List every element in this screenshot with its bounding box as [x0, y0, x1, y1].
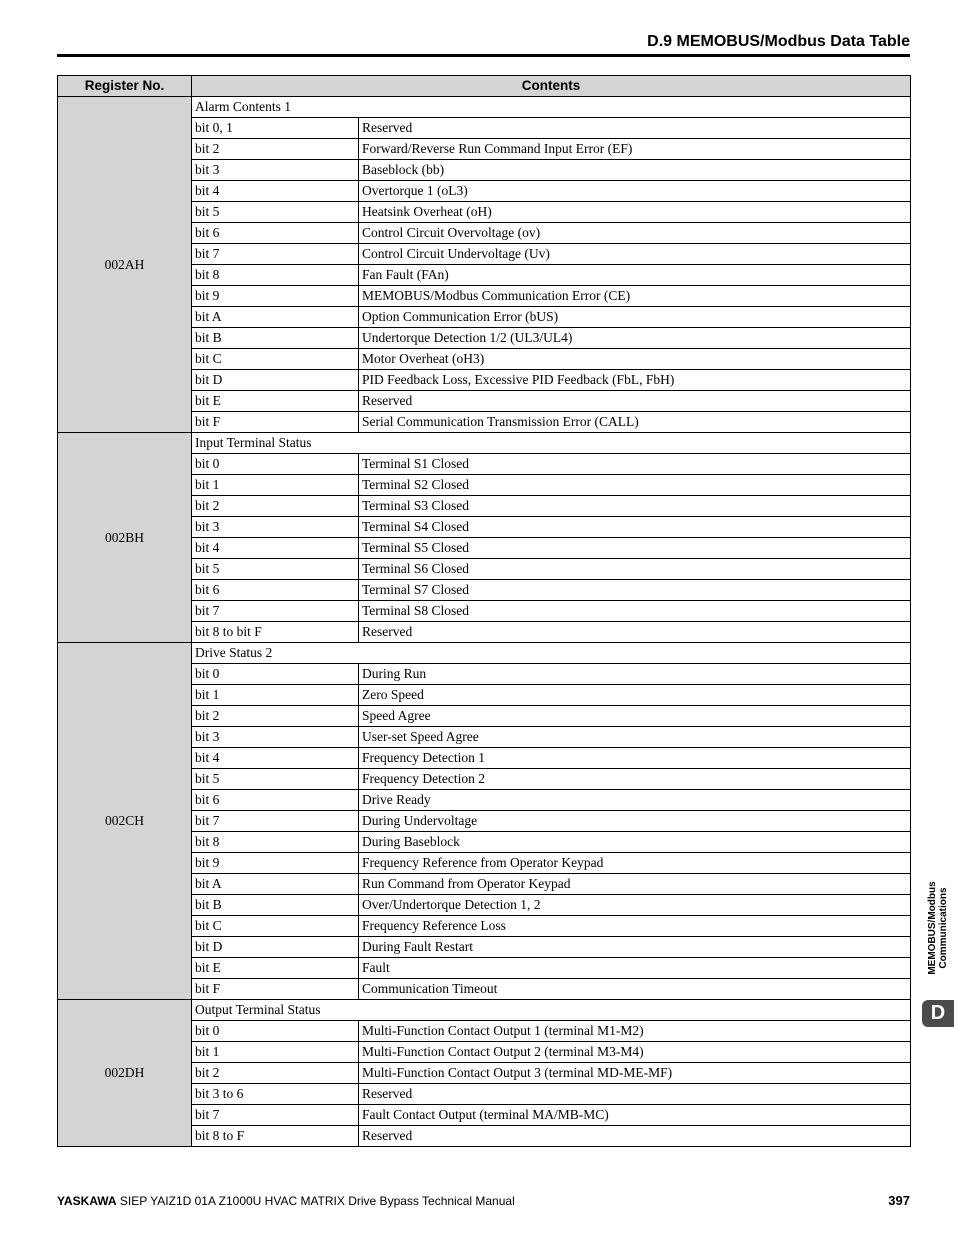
- register-number: 002AH: [58, 97, 192, 433]
- bit-cell: bit 3: [192, 160, 359, 181]
- bit-cell: bit 7: [192, 244, 359, 265]
- side-tab-label-line2: Communications: [938, 887, 949, 969]
- bit-cell: bit 4: [192, 181, 359, 202]
- bit-cell: bit 2: [192, 139, 359, 160]
- bit-cell: bit 3: [192, 727, 359, 748]
- chapter-tab: D: [922, 1000, 954, 1027]
- bit-cell: bit 6: [192, 790, 359, 811]
- register-title: Output Terminal Status: [192, 1000, 911, 1021]
- table-body: [58, 97, 911, 1147]
- bit-cell: bit 0: [192, 1021, 359, 1042]
- description-cell: Terminal S1 Closed: [359, 454, 911, 475]
- register-title-row: [58, 1000, 911, 1021]
- register-title-row: [58, 433, 911, 454]
- description-cell: During Fault Restart: [359, 937, 911, 958]
- footer-manual-title: SIEP YAIZ1D 01A Z1000U HVAC MATRIX Drive Bypass Technical Manual: [116, 1194, 515, 1208]
- bit-cell: bit A: [192, 307, 359, 328]
- bit-cell: bit 6: [192, 580, 359, 601]
- page-number: 397: [888, 1193, 910, 1208]
- register-title: Drive Status 2: [192, 643, 911, 664]
- description-cell: Reserved: [359, 118, 911, 139]
- description-cell: Reserved: [359, 391, 911, 412]
- bit-cell: bit 4: [192, 748, 359, 769]
- bit-cell: bit 9: [192, 853, 359, 874]
- bit-cell: bit 3 to 6: [192, 1084, 359, 1105]
- description-cell: Option Communication Error (bUS): [359, 307, 911, 328]
- side-tab-label-line1: MEMOBUS/Modbus: [927, 881, 938, 975]
- bit-cell: bit 1: [192, 685, 359, 706]
- description-cell: Fault: [359, 958, 911, 979]
- description-cell: Heatsink Overheat (oH): [359, 202, 911, 223]
- bit-cell: bit F: [192, 412, 359, 433]
- bit-cell: bit 4: [192, 538, 359, 559]
- description-cell: Over/Undertorque Detection 1, 2: [359, 895, 911, 916]
- bit-cell: bit 8 to F: [192, 1126, 359, 1147]
- description-cell: Fan Fault (FAn): [359, 265, 911, 286]
- bit-cell: bit 1: [192, 475, 359, 496]
- bit-cell: bit 9: [192, 286, 359, 307]
- bit-cell: bit 2: [192, 1063, 359, 1084]
- register-number: 002DH: [58, 1000, 192, 1147]
- description-cell: Terminal S2 Closed: [359, 475, 911, 496]
- bit-cell: bit 0: [192, 664, 359, 685]
- register-title-row: [58, 97, 911, 118]
- description-cell: Drive Ready: [359, 790, 911, 811]
- bit-cell: bit 7: [192, 1105, 359, 1126]
- footer-brand: YASKAWA: [57, 1194, 117, 1208]
- description-cell: Overtorque 1 (oL3): [359, 181, 911, 202]
- description-cell: Forward/Reverse Run Command Input Error (EF): [359, 139, 911, 160]
- description-cell: During Undervoltage: [359, 811, 911, 832]
- section-title: D.9 MEMOBUS/Modbus Data Table: [647, 33, 910, 50]
- footer: [57, 1194, 515, 1208]
- bit-cell: bit 5: [192, 559, 359, 580]
- side-tab-label: [927, 881, 949, 974]
- description-cell: Frequency Reference from Operator Keypad: [359, 853, 911, 874]
- column-header-register: Register No.: [58, 76, 192, 97]
- description-cell: During Baseblock: [359, 832, 911, 853]
- modbus-data-table: [57, 75, 911, 1147]
- description-cell: Multi-Function Contact Output 3 (terminal MD-ME-MF): [359, 1063, 911, 1084]
- bit-cell: bit D: [192, 937, 359, 958]
- bit-cell: bit 8: [192, 832, 359, 853]
- description-cell: Terminal S4 Closed: [359, 517, 911, 538]
- bit-cell: bit 6: [192, 223, 359, 244]
- description-cell: PID Feedback Loss, Excessive PID Feedback (FbL, FbH): [359, 370, 911, 391]
- bit-cell: bit B: [192, 895, 359, 916]
- description-cell: Terminal S8 Closed: [359, 601, 911, 622]
- bit-cell: bit 0: [192, 454, 359, 475]
- bit-cell: bit 3: [192, 517, 359, 538]
- description-cell: Control Circuit Overvoltage (ov): [359, 223, 911, 244]
- bit-cell: bit 2: [192, 496, 359, 517]
- description-cell: Reserved: [359, 1126, 911, 1147]
- bit-cell: bit C: [192, 349, 359, 370]
- bit-cell: bit 5: [192, 769, 359, 790]
- register-title: Input Terminal Status: [192, 433, 911, 454]
- bit-cell: bit C: [192, 916, 359, 937]
- register-title-row: [58, 643, 911, 664]
- description-cell: Reserved: [359, 622, 911, 643]
- description-cell: Terminal S5 Closed: [359, 538, 911, 559]
- bit-cell: bit 5: [192, 202, 359, 223]
- description-cell: Frequency Reference Loss: [359, 916, 911, 937]
- bit-cell: bit 7: [192, 601, 359, 622]
- register-title: Alarm Contents 1: [192, 97, 911, 118]
- bit-cell: bit 1: [192, 1042, 359, 1063]
- description-cell: User-set Speed Agree: [359, 727, 911, 748]
- table-header-row: [58, 76, 911, 97]
- bit-cell: bit D: [192, 370, 359, 391]
- description-cell: Communication Timeout: [359, 979, 911, 1000]
- description-cell: MEMOBUS/Modbus Communication Error (CE): [359, 286, 911, 307]
- description-cell: Control Circuit Undervoltage (Uv): [359, 244, 911, 265]
- description-cell: Terminal S7 Closed: [359, 580, 911, 601]
- bit-cell: bit F: [192, 979, 359, 1000]
- bit-cell: bit A: [192, 874, 359, 895]
- header-rule: [57, 54, 910, 57]
- bit-cell: bit E: [192, 958, 359, 979]
- description-cell: Motor Overheat (oH3): [359, 349, 911, 370]
- bit-cell: bit 7: [192, 811, 359, 832]
- column-header-contents: Contents: [192, 76, 911, 97]
- description-cell: Baseblock (bb): [359, 160, 911, 181]
- description-cell: Frequency Detection 2: [359, 769, 911, 790]
- register-number: 002CH: [58, 643, 192, 1000]
- description-cell: Multi-Function Contact Output 2 (terminal M3-M4): [359, 1042, 911, 1063]
- description-cell: Run Command from Operator Keypad: [359, 874, 911, 895]
- bit-cell: bit 8: [192, 265, 359, 286]
- bit-cell: bit 8 to bit F: [192, 622, 359, 643]
- description-cell: Terminal S6 Closed: [359, 559, 911, 580]
- description-cell: Zero Speed: [359, 685, 911, 706]
- description-cell: Undertorque Detection 1/2 (UL3/UL4): [359, 328, 911, 349]
- description-cell: Frequency Detection 1: [359, 748, 911, 769]
- description-cell: Multi-Function Contact Output 1 (terminal M1-M2): [359, 1021, 911, 1042]
- description-cell: Terminal S3 Closed: [359, 496, 911, 517]
- bit-cell: bit 0, 1: [192, 118, 359, 139]
- bit-cell: bit E: [192, 391, 359, 412]
- description-cell: Fault Contact Output (terminal MA/MB-MC): [359, 1105, 911, 1126]
- description-cell: During Run: [359, 664, 911, 685]
- register-number: 002BH: [58, 433, 192, 643]
- bit-cell: bit 2: [192, 706, 359, 727]
- bit-cell: bit B: [192, 328, 359, 349]
- description-cell: Speed Agree: [359, 706, 911, 727]
- description-cell: Serial Communication Transmission Error (CALL): [359, 412, 911, 433]
- description-cell: Reserved: [359, 1084, 911, 1105]
